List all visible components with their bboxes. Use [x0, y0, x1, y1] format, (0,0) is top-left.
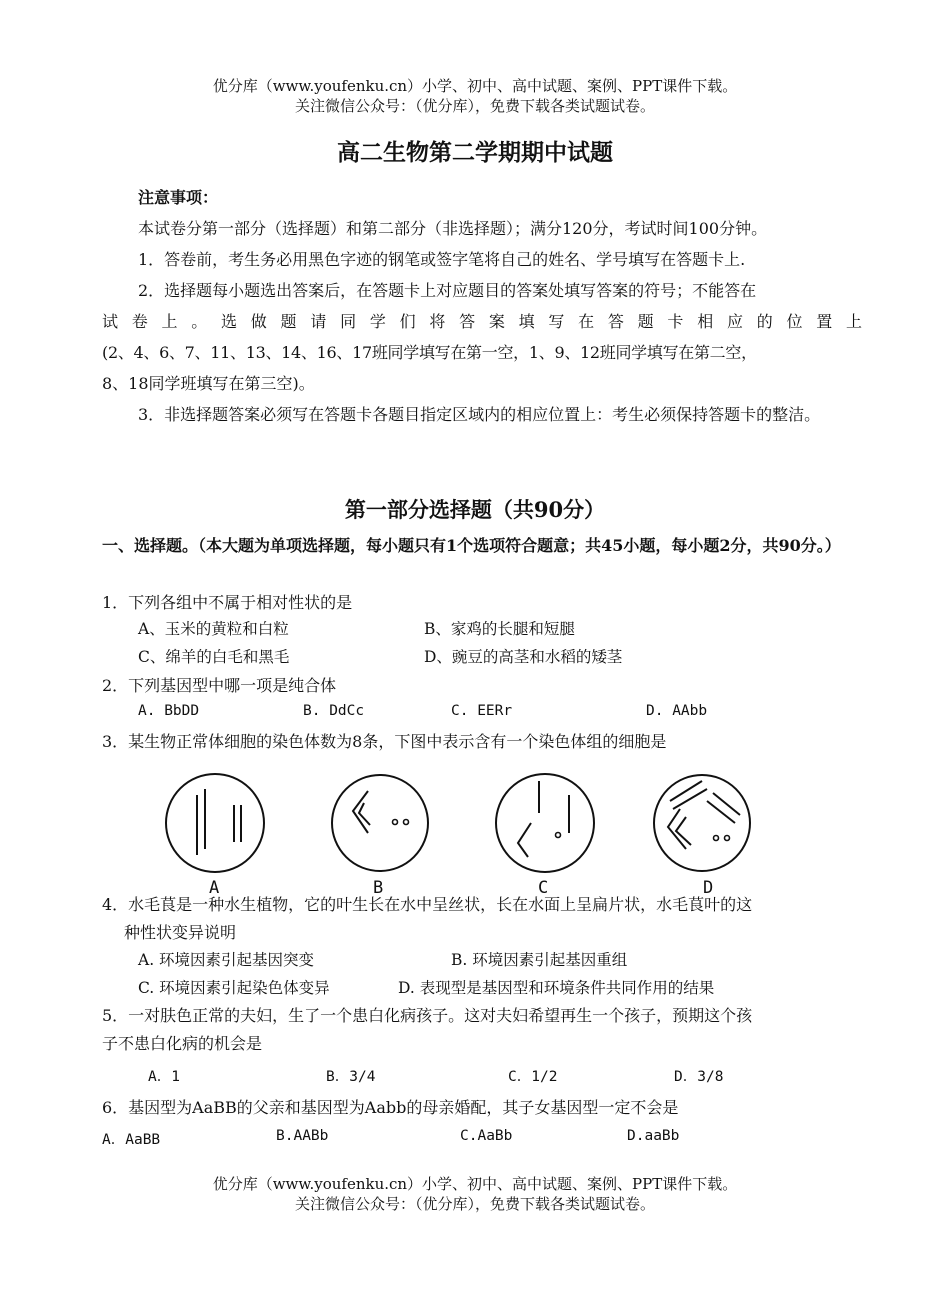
- q4-stem-line-1: 4．水毛茛是一种水生植物，它的叶生长在水中呈丝状，长在水面上呈扁片状，水毛茛叶的这: [102, 895, 753, 914]
- q4-option-d: D. 表现型是基因型和环境条件共同作用的结果: [398, 979, 715, 997]
- q6-option-c: C.AaBb: [460, 1128, 513, 1144]
- question-1: [102, 589, 862, 617]
- q5-option-a: A．1: [148, 1069, 180, 1085]
- q3-stem: 3．某生物正常体细胞的染色体数为8条，下图中表示含有一个染色体组的细胞是: [102, 732, 667, 751]
- cell-label-d: D: [703, 878, 714, 898]
- cell-b: [332, 775, 428, 898]
- q4-option-a: A. 环境因素引起基因突变: [138, 951, 315, 969]
- q5-stem-line-2: 子不患白化病的机会是: [102, 1034, 263, 1053]
- cell-a: [166, 774, 264, 898]
- cell-c: [496, 774, 594, 898]
- cell-diagram: [150, 765, 770, 900]
- cell-label-a: A: [209, 878, 220, 898]
- page-header: [0, 76, 950, 116]
- question-3: [102, 728, 862, 756]
- notes-block: [102, 182, 862, 430]
- q6-option-a: A．AaBB: [102, 1132, 161, 1148]
- notes-item-2b: 试卷上。选做题请同学们将答案填写在答题卡相应的位置上: [102, 312, 862, 331]
- q4-option-c: C. 环境因素引起染色体变异: [138, 979, 330, 997]
- cell-label-b: B: [373, 878, 384, 898]
- q6-stem: 6．基因型为AaBB的父亲和基因型为Aabb的母亲婚配，其子女基因型一定不会是: [102, 1098, 679, 1117]
- notes-item-1: 1．答卷前，考生务必用黑色字迹的钢笔或签字笔将自己的姓名、学号填写在答题卡上.: [138, 250, 746, 269]
- q2-stem: 2．下列基因型中哪一项是纯合体: [102, 676, 337, 695]
- q4-option-b: B. 环境因素引起基因重组: [451, 951, 628, 969]
- q5-option-c: C．1/2: [508, 1069, 558, 1085]
- q2-option-a: A. BbDD: [138, 703, 200, 719]
- page-footer: [0, 1174, 950, 1214]
- footer-line-2: 关注微信公众号：（优分库），免费下载各类试题试卷。: [294, 1195, 655, 1213]
- section-instructions: 一、选择题。（本大题为单项选择题，每小题只有1个选项符合题意；共45小题，每小题2分，共90分。）: [102, 536, 841, 555]
- q2-option-d: D. AAbb: [646, 703, 708, 719]
- question-2: [102, 672, 862, 700]
- q1-option-b: B、家鸡的长腿和短腿: [424, 620, 575, 638]
- header-line-1: 优分库（www.youfenku.cn）小学、初中、高中试题、案例、PPT课件下载。: [212, 77, 738, 95]
- q6-option-d: D.aaBb: [627, 1128, 680, 1144]
- q5-option-b: B．3/4: [326, 1069, 376, 1085]
- cell-d: [654, 775, 750, 898]
- notes-item-2d: 8、18同学班填写在第三空)。: [102, 374, 315, 393]
- header-line-2: 关注微信公众号：（优分库），免费下载各类试题试卷。: [294, 97, 655, 115]
- notes-item-2a: 2．选择题每小题选出答案后，在答题卡上对应题目的答案处填写答案的符号；不能答在: [138, 281, 757, 300]
- q5-option-d: D．3/8: [674, 1069, 724, 1085]
- notes-item-3: 3．非选择题答案必须写在答题卡各题目指定区域内的相应位置上：考生必须保持答题卡的整洁。: [138, 405, 821, 424]
- question-4: [102, 891, 862, 947]
- notes-intro: 本试卷分第一部分（选择题）和第二部分（非选择题）；满分120分，考试时间100分钟。: [138, 219, 768, 238]
- q1-stem: 1．下列各组中不属于相对性状的是: [102, 593, 353, 612]
- question-5: [102, 1002, 862, 1058]
- q1-option-d: D、豌豆的高茎和水稻的矮茎: [424, 648, 623, 666]
- q2-option-b: B. DdCc: [303, 703, 365, 719]
- q1-option-c: C、绵羊的白毛和黑毛: [138, 648, 290, 666]
- exam-title: 高二生物第二学期期中试题: [337, 139, 613, 166]
- q1-option-a: A、玉米的黄粒和白粒: [138, 620, 289, 638]
- q6-option-b: B.AABb: [276, 1128, 329, 1144]
- q5-stem-line-1: 5．一对肤色正常的夫妇，生了一个患白化病孩子。这对夫妇希望再生一个孩子，预期这个孩: [102, 1006, 753, 1025]
- question-6: [102, 1094, 862, 1122]
- footer-line-1: 优分库（www.youfenku.cn）小学、初中、高中试题、案例、PPT课件下载。: [212, 1175, 738, 1193]
- notes-heading: 注意事项：: [138, 188, 219, 207]
- q2-option-c: C. EERr: [451, 703, 513, 719]
- cell-label-c: C: [538, 878, 549, 898]
- part1-title: 第一部分选择题（共90分）: [344, 497, 606, 522]
- notes-item-2c: (2、4、6、7、11、13、14、16、17班同学填写在第一空，1、9、12班同学填写在第二空，: [102, 343, 757, 362]
- q4-stem-line-2: 种性状变异说明: [124, 923, 237, 942]
